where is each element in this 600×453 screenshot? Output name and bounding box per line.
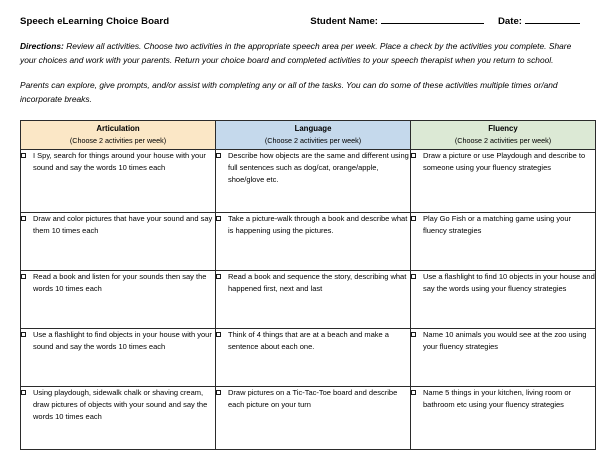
- column-subtitle-language: (Choose 2 activities per week): [264, 135, 362, 145]
- directions-body: Review all activities. Choose two activities in the appropriate speech area per week. Place a check by the activities you complete. Share your choices and work with your parents. Return your choice board and completed activities to your speech therapist when you return to school.: [20, 41, 572, 65]
- activity-text: Read a book and listen for your sounds then say the words 10 times each: [33, 272, 207, 294]
- empty-checkbox-icon[interactable]: [216, 213, 223, 225]
- choice-board-table: [20, 120, 596, 450]
- activity-cell-articulation-1[interactable]: [21, 150, 216, 213]
- activity-text: Take a picture-walk through a book and describe what is happening using the pictures.: [228, 214, 408, 236]
- activity-cell-language-1[interactable]: [216, 150, 411, 213]
- empty-checkbox-icon[interactable]: [21, 150, 28, 162]
- empty-checkbox-icon[interactable]: [411, 213, 418, 225]
- empty-checkbox-icon[interactable]: [216, 150, 223, 162]
- table-row: [21, 387, 596, 450]
- activity-cell-language-2[interactable]: [216, 213, 411, 271]
- activity-task[interactable]: [411, 213, 595, 237]
- activity-task[interactable]: [411, 329, 595, 353]
- activity-task[interactable]: [21, 150, 215, 174]
- activity-text: Name 10 animals you would see at the zoo using your fluency strategies: [423, 330, 587, 352]
- activity-task[interactable]: [216, 387, 410, 411]
- table-row: [21, 329, 596, 387]
- activity-cell-articulation-3[interactable]: [21, 271, 216, 329]
- activity-cell-articulation-5[interactable]: [21, 387, 216, 450]
- column-title-fluency: Fluency: [488, 124, 518, 134]
- document-header: [20, 12, 580, 27]
- directions-label: Directions:: [20, 41, 64, 51]
- parents-note: Parents can explore, give prompts, and/or assist with completing any or all of the tasks. You can do some of these activities multiple times or/and incorporate breaks.: [20, 80, 558, 104]
- activity-task[interactable]: [411, 271, 595, 295]
- activity-cell-language-3[interactable]: [216, 271, 411, 329]
- activity-cell-language-4[interactable]: [216, 329, 411, 387]
- activity-cell-fluency-5[interactable]: [411, 387, 596, 450]
- empty-checkbox-icon[interactable]: [21, 271, 28, 283]
- empty-checkbox-icon[interactable]: [411, 150, 418, 162]
- activity-text: Use a flashlight to find 10 objects in your house and say the words using your fluency strategies: [423, 272, 595, 294]
- empty-checkbox-icon[interactable]: [216, 329, 223, 341]
- activity-task[interactable]: [216, 213, 410, 237]
- empty-checkbox-icon[interactable]: [216, 387, 223, 399]
- header-fields: [310, 14, 580, 27]
- empty-checkbox-icon[interactable]: [216, 271, 223, 283]
- date-field[interactable]: [498, 14, 580, 27]
- column-header-language: [216, 121, 411, 150]
- table-row: [21, 150, 596, 213]
- table-row: [21, 213, 596, 271]
- activity-task[interactable]: [216, 271, 410, 295]
- student-name-field[interactable]: [310, 14, 484, 27]
- activity-task[interactable]: [21, 213, 215, 237]
- activity-text: Play Go Fish or a matching game using your fluency strategies: [423, 214, 571, 236]
- activity-task[interactable]: [21, 271, 215, 295]
- empty-checkbox-icon[interactable]: [21, 329, 28, 341]
- table-head: [21, 121, 596, 150]
- empty-checkbox-icon[interactable]: [411, 271, 418, 283]
- empty-checkbox-icon[interactable]: [21, 387, 28, 399]
- activity-text: I Spy, search for things around your house with your sound and say the words 10 times each: [33, 151, 206, 173]
- column-title-language: Language: [294, 124, 332, 134]
- table-header-row: [21, 121, 596, 150]
- column-title-articulation: Articulation: [96, 124, 140, 134]
- column-subtitle-fluency: (Choose 2 activities per week): [454, 135, 552, 145]
- activity-text: Name 5 things in your kitchen, living room or bathroom etc using your fluency strategies: [423, 388, 571, 410]
- activity-task[interactable]: [21, 387, 215, 423]
- activity-cell-fluency-3[interactable]: [411, 271, 596, 329]
- activity-task[interactable]: [411, 150, 595, 174]
- date-input[interactable]: [525, 14, 580, 24]
- empty-checkbox-icon[interactable]: [411, 329, 418, 341]
- activity-text: Use a flashlight to find objects in your house with your sound and say the words 10 times each: [33, 330, 212, 352]
- activity-text: Using playdough, sidewalk chalk or shaving cream, draw pictures of objects with your sound and say the words 10 times each: [33, 388, 208, 421]
- activity-cell-articulation-4[interactable]: [21, 329, 216, 387]
- page-title: Speech eLearning Choice Board: [20, 16, 170, 27]
- activity-task[interactable]: [216, 329, 410, 353]
- activity-cell-fluency-4[interactable]: [411, 329, 596, 387]
- activity-cell-fluency-1[interactable]: [411, 150, 596, 213]
- column-header-fluency: [411, 121, 596, 150]
- activity-text: Think of 4 things that are at a beach and make a sentence about each one.: [228, 330, 389, 352]
- table-row: [21, 271, 596, 329]
- activity-cell-fluency-2[interactable]: [411, 213, 596, 271]
- column-subtitle-articulation: (Choose 2 activities per week): [69, 135, 167, 145]
- empty-checkbox-icon[interactable]: [411, 387, 418, 399]
- activity-task[interactable]: [411, 387, 595, 411]
- empty-checkbox-icon[interactable]: [21, 213, 28, 225]
- column-header-articulation: [21, 121, 216, 150]
- activity-cell-articulation-2[interactable]: [21, 213, 216, 271]
- student-name-input[interactable]: [381, 14, 484, 24]
- date-label: Date:: [498, 16, 522, 27]
- table-body: [21, 150, 596, 450]
- activity-task[interactable]: [216, 150, 410, 186]
- activity-cell-language-5[interactable]: [216, 387, 411, 450]
- activity-text: Draw and color pictures that have your sound and say them 10 times each: [33, 214, 213, 236]
- activity-text: Draw a picture or use Playdough and describe to someone using your fluency strategies: [423, 151, 586, 173]
- student-name-label: Student Name:: [310, 16, 378, 27]
- activity-text: Draw pictures on a Tic-Tac-Toe board and describe each picture on your turn: [228, 388, 398, 410]
- activity-text: Describe how objects are the same and different using full sentences such as dog/cat, orange/apple, shoe/glove etc.: [228, 151, 409, 184]
- activity-task[interactable]: [21, 329, 215, 353]
- activity-text: Read a book and sequence the story, describing what happened first, next and last: [228, 272, 407, 294]
- directions-paragraph: [20, 40, 580, 67]
